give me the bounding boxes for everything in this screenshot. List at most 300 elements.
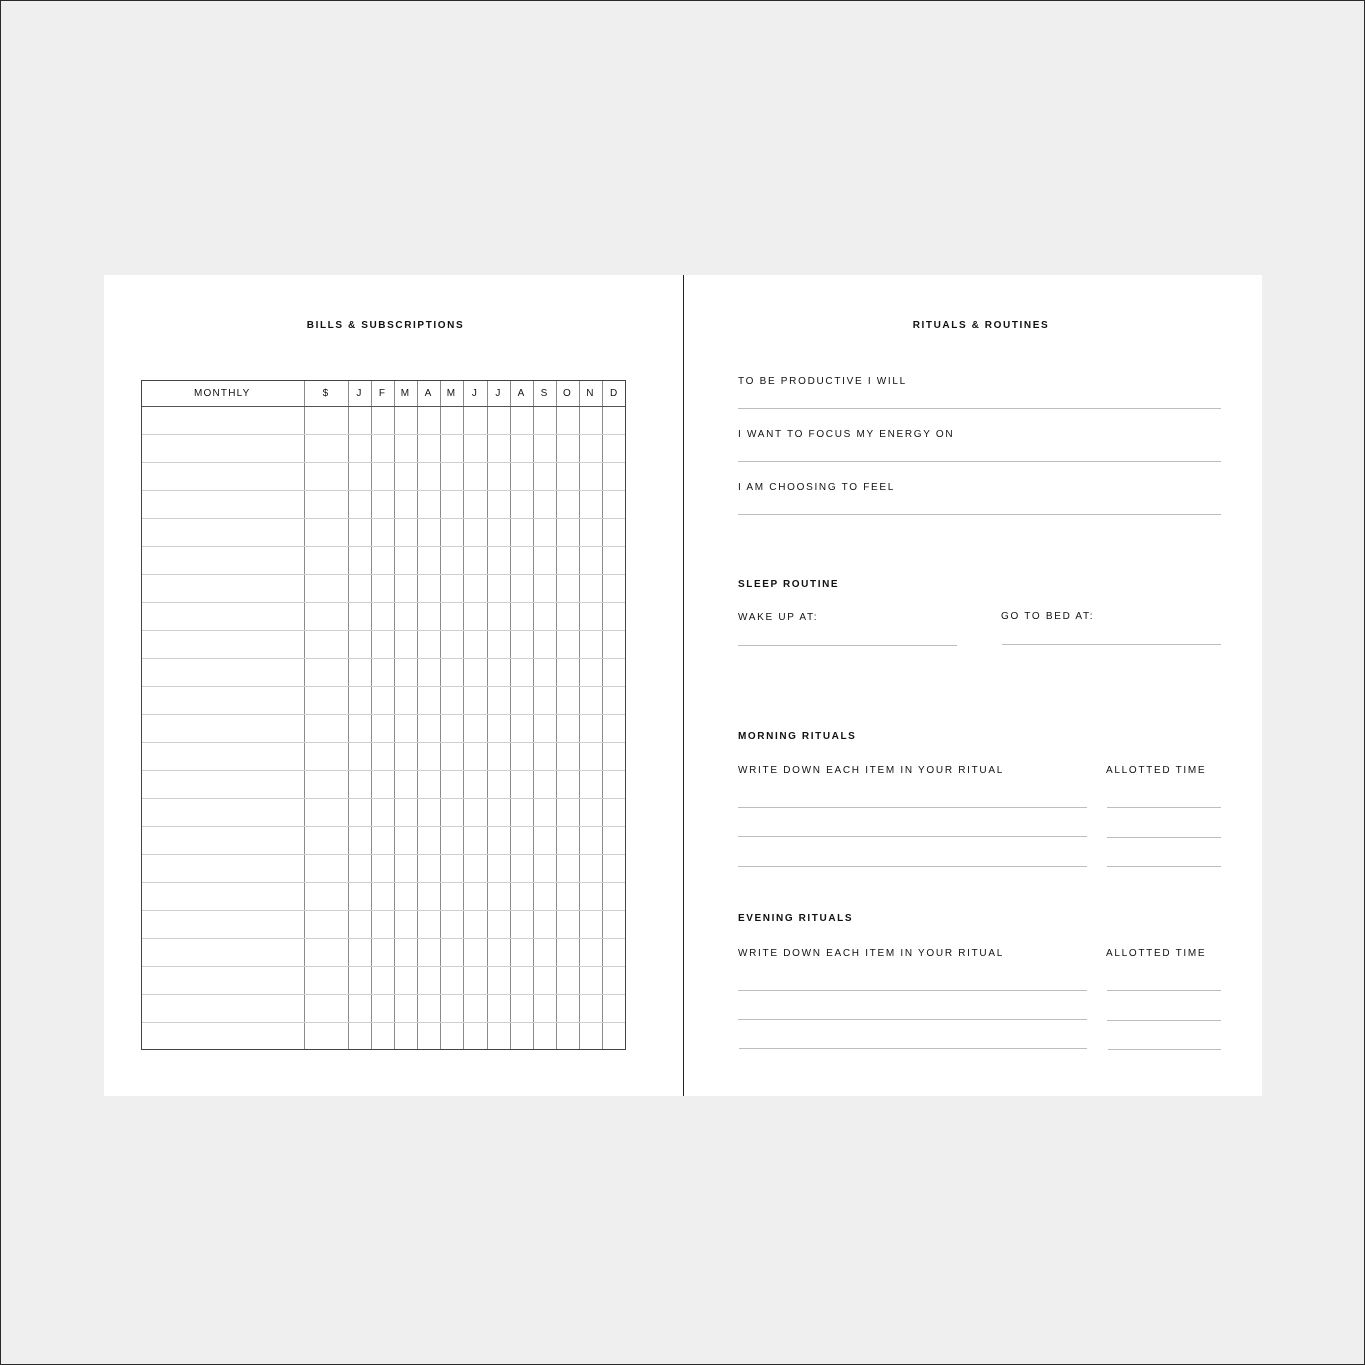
- month-check-cell[interactable]: [487, 547, 510, 575]
- bill-amount-cell[interactable]: [304, 435, 348, 463]
- month-check-cell[interactable]: [394, 939, 417, 967]
- month-check-cell[interactable]: [602, 911, 626, 939]
- month-check-cell[interactable]: [533, 715, 556, 743]
- month-check-cell[interactable]: [417, 603, 440, 631]
- month-check-cell[interactable]: [533, 743, 556, 771]
- bill-name-cell[interactable]: [141, 435, 304, 463]
- month-check-cell[interactable]: [556, 575, 579, 603]
- month-check-cell[interactable]: [463, 715, 487, 743]
- month-check-cell[interactable]: [510, 491, 533, 519]
- month-check-cell[interactable]: [579, 575, 602, 603]
- month-check-cell[interactable]: [510, 687, 533, 715]
- month-check-cell[interactable]: [487, 463, 510, 491]
- month-check-cell[interactable]: [533, 827, 556, 855]
- month-check-cell[interactable]: [371, 771, 394, 799]
- month-check-cell[interactable]: [510, 995, 533, 1023]
- month-check-cell[interactable]: [417, 855, 440, 883]
- month-check-cell[interactable]: [440, 995, 463, 1023]
- month-check-cell[interactable]: [579, 827, 602, 855]
- month-check-cell[interactable]: [556, 855, 579, 883]
- month-check-cell[interactable]: [440, 855, 463, 883]
- month-check-cell[interactable]: [348, 519, 371, 547]
- month-check-cell[interactable]: [417, 967, 440, 995]
- month-check-cell[interactable]: [579, 463, 602, 491]
- month-check-cell[interactable]: [463, 799, 487, 827]
- month-check-cell[interactable]: [556, 799, 579, 827]
- bill-name-cell[interactable]: [141, 659, 304, 687]
- month-check-cell[interactable]: [348, 547, 371, 575]
- month-check-cell[interactable]: [417, 771, 440, 799]
- month-check-cell[interactable]: [463, 911, 487, 939]
- bill-amount-cell[interactable]: [304, 575, 348, 603]
- month-check-cell[interactable]: [463, 827, 487, 855]
- month-check-cell[interactable]: [463, 1023, 487, 1051]
- bill-amount-cell[interactable]: [304, 519, 348, 547]
- month-check-cell[interactable]: [556, 435, 579, 463]
- month-check-cell[interactable]: [533, 883, 556, 911]
- month-check-cell[interactable]: [579, 407, 602, 435]
- month-check-cell[interactable]: [394, 883, 417, 911]
- month-check-cell[interactable]: [348, 435, 371, 463]
- bill-name-cell[interactable]: [141, 995, 304, 1023]
- month-check-cell[interactable]: [510, 1023, 533, 1051]
- month-check-cell[interactable]: [510, 407, 533, 435]
- month-check-cell[interactable]: [440, 827, 463, 855]
- month-check-cell[interactable]: [602, 491, 626, 519]
- month-check-cell[interactable]: [463, 967, 487, 995]
- morning-item-line[interactable]: [738, 866, 1087, 867]
- month-check-cell[interactable]: [602, 1023, 626, 1051]
- bill-name-cell[interactable]: [141, 715, 304, 743]
- month-check-cell[interactable]: [371, 491, 394, 519]
- month-check-cell[interactable]: [348, 715, 371, 743]
- bill-amount-cell[interactable]: [304, 547, 348, 575]
- bill-name-cell[interactable]: [141, 967, 304, 995]
- prompt-focus-line[interactable]: [738, 461, 1221, 462]
- month-check-cell[interactable]: [463, 687, 487, 715]
- month-check-cell[interactable]: [602, 799, 626, 827]
- month-check-cell[interactable]: [487, 799, 510, 827]
- month-check-cell[interactable]: [440, 519, 463, 547]
- bill-name-cell[interactable]: [141, 855, 304, 883]
- bill-name-cell[interactable]: [141, 911, 304, 939]
- month-check-cell[interactable]: [579, 715, 602, 743]
- month-check-cell[interactable]: [602, 939, 626, 967]
- month-check-cell[interactable]: [394, 715, 417, 743]
- month-check-cell[interactable]: [348, 603, 371, 631]
- month-check-cell[interactable]: [579, 687, 602, 715]
- month-check-cell[interactable]: [394, 687, 417, 715]
- month-check-cell[interactable]: [371, 547, 394, 575]
- month-check-cell[interactable]: [348, 911, 371, 939]
- bill-name-cell[interactable]: [141, 939, 304, 967]
- month-check-cell[interactable]: [440, 435, 463, 463]
- month-check-cell[interactable]: [394, 855, 417, 883]
- month-check-cell[interactable]: [602, 435, 626, 463]
- month-check-cell[interactable]: [440, 967, 463, 995]
- month-check-cell[interactable]: [487, 911, 510, 939]
- month-check-cell[interactable]: [440, 911, 463, 939]
- month-check-cell[interactable]: [602, 743, 626, 771]
- morning-time-line[interactable]: [1107, 807, 1221, 808]
- month-check-cell[interactable]: [371, 659, 394, 687]
- month-check-cell[interactable]: [463, 939, 487, 967]
- month-check-cell[interactable]: [371, 799, 394, 827]
- bill-amount-cell[interactable]: [304, 995, 348, 1023]
- month-check-cell[interactable]: [556, 939, 579, 967]
- month-check-cell[interactable]: [487, 995, 510, 1023]
- month-check-cell[interactable]: [579, 799, 602, 827]
- bill-amount-cell[interactable]: [304, 491, 348, 519]
- month-check-cell[interactable]: [371, 715, 394, 743]
- bill-name-cell[interactable]: [141, 575, 304, 603]
- month-check-cell[interactable]: [579, 911, 602, 939]
- month-check-cell[interactable]: [510, 575, 533, 603]
- month-check-cell[interactable]: [371, 967, 394, 995]
- month-check-cell[interactable]: [463, 631, 487, 659]
- month-check-cell[interactable]: [440, 659, 463, 687]
- bill-name-cell[interactable]: [141, 547, 304, 575]
- month-check-cell[interactable]: [348, 995, 371, 1023]
- month-check-cell[interactable]: [371, 911, 394, 939]
- month-check-cell[interactable]: [463, 435, 487, 463]
- month-check-cell[interactable]: [371, 463, 394, 491]
- month-check-cell[interactable]: [556, 687, 579, 715]
- month-check-cell[interactable]: [579, 631, 602, 659]
- month-check-cell[interactable]: [533, 659, 556, 687]
- month-check-cell[interactable]: [348, 575, 371, 603]
- month-check-cell[interactable]: [417, 659, 440, 687]
- month-check-cell[interactable]: [463, 575, 487, 603]
- month-check-cell[interactable]: [371, 939, 394, 967]
- month-check-cell[interactable]: [602, 407, 626, 435]
- month-check-cell[interactable]: [579, 995, 602, 1023]
- month-check-cell[interactable]: [533, 967, 556, 995]
- evening-item-line[interactable]: [739, 1048, 1087, 1049]
- month-check-cell[interactable]: [510, 659, 533, 687]
- month-check-cell[interactable]: [533, 435, 556, 463]
- month-check-cell[interactable]: [487, 827, 510, 855]
- month-check-cell[interactable]: [440, 715, 463, 743]
- month-check-cell[interactable]: [602, 519, 626, 547]
- month-check-cell[interactable]: [533, 603, 556, 631]
- month-check-cell[interactable]: [602, 715, 626, 743]
- month-check-cell[interactable]: [394, 519, 417, 547]
- month-check-cell[interactable]: [510, 939, 533, 967]
- month-check-cell[interactable]: [417, 995, 440, 1023]
- month-check-cell[interactable]: [487, 687, 510, 715]
- month-check-cell[interactable]: [579, 547, 602, 575]
- month-check-cell[interactable]: [394, 659, 417, 687]
- month-check-cell[interactable]: [348, 883, 371, 911]
- bill-name-cell[interactable]: [141, 1023, 304, 1051]
- month-check-cell[interactable]: [371, 743, 394, 771]
- month-check-cell[interactable]: [579, 771, 602, 799]
- month-check-cell[interactable]: [510, 883, 533, 911]
- bill-amount-cell[interactable]: [304, 827, 348, 855]
- month-check-cell[interactable]: [440, 631, 463, 659]
- month-check-cell[interactable]: [487, 435, 510, 463]
- month-check-cell[interactable]: [417, 939, 440, 967]
- month-check-cell[interactable]: [602, 659, 626, 687]
- month-check-cell[interactable]: [556, 519, 579, 547]
- month-check-cell[interactable]: [463, 883, 487, 911]
- evening-item-line[interactable]: [738, 1019, 1087, 1020]
- month-check-cell[interactable]: [533, 855, 556, 883]
- month-check-cell[interactable]: [348, 631, 371, 659]
- month-check-cell[interactable]: [417, 463, 440, 491]
- month-check-cell[interactable]: [463, 547, 487, 575]
- month-check-cell[interactable]: [394, 827, 417, 855]
- month-check-cell[interactable]: [417, 435, 440, 463]
- month-check-cell[interactable]: [394, 631, 417, 659]
- month-check-cell[interactable]: [510, 799, 533, 827]
- month-check-cell[interactable]: [463, 491, 487, 519]
- month-check-cell[interactable]: [463, 463, 487, 491]
- month-check-cell[interactable]: [579, 1023, 602, 1051]
- prompt-productive-line[interactable]: [738, 408, 1221, 409]
- month-check-cell[interactable]: [463, 659, 487, 687]
- month-check-cell[interactable]: [440, 491, 463, 519]
- bill-name-cell[interactable]: [141, 799, 304, 827]
- month-check-cell[interactable]: [579, 519, 602, 547]
- bill-amount-cell[interactable]: [304, 687, 348, 715]
- month-check-cell[interactable]: [394, 1023, 417, 1051]
- month-check-cell[interactable]: [556, 771, 579, 799]
- month-check-cell[interactable]: [487, 1023, 510, 1051]
- month-check-cell[interactable]: [371, 883, 394, 911]
- month-check-cell[interactable]: [579, 435, 602, 463]
- month-check-cell[interactable]: [440, 547, 463, 575]
- month-check-cell[interactable]: [510, 827, 533, 855]
- bill-amount-cell[interactable]: [304, 715, 348, 743]
- month-check-cell[interactable]: [394, 575, 417, 603]
- month-check-cell[interactable]: [556, 743, 579, 771]
- month-check-cell[interactable]: [463, 407, 487, 435]
- evening-time-line[interactable]: [1108, 1049, 1221, 1050]
- month-check-cell[interactable]: [463, 855, 487, 883]
- bill-amount-cell[interactable]: [304, 939, 348, 967]
- bill-name-cell[interactable]: [141, 743, 304, 771]
- month-check-cell[interactable]: [602, 995, 626, 1023]
- month-check-cell[interactable]: [417, 575, 440, 603]
- bill-name-cell[interactable]: [141, 407, 304, 435]
- month-check-cell[interactable]: [440, 1023, 463, 1051]
- month-check-cell[interactable]: [602, 575, 626, 603]
- bill-amount-cell[interactable]: [304, 911, 348, 939]
- month-check-cell[interactable]: [348, 939, 371, 967]
- month-check-cell[interactable]: [487, 603, 510, 631]
- month-check-cell[interactable]: [394, 995, 417, 1023]
- month-check-cell[interactable]: [371, 407, 394, 435]
- evening-time-line[interactable]: [1107, 990, 1221, 991]
- month-check-cell[interactable]: [487, 659, 510, 687]
- month-check-cell[interactable]: [487, 855, 510, 883]
- bill-name-cell[interactable]: [141, 519, 304, 547]
- month-check-cell[interactable]: [533, 687, 556, 715]
- month-check-cell[interactable]: [417, 547, 440, 575]
- month-check-cell[interactable]: [394, 463, 417, 491]
- month-check-cell[interactable]: [533, 995, 556, 1023]
- month-check-cell[interactable]: [440, 575, 463, 603]
- morning-time-line[interactable]: [1107, 866, 1221, 867]
- month-check-cell[interactable]: [533, 547, 556, 575]
- bill-amount-cell[interactable]: [304, 771, 348, 799]
- month-check-cell[interactable]: [487, 575, 510, 603]
- month-check-cell[interactable]: [602, 883, 626, 911]
- month-check-cell[interactable]: [533, 911, 556, 939]
- bill-name-cell[interactable]: [141, 491, 304, 519]
- month-check-cell[interactable]: [394, 547, 417, 575]
- month-check-cell[interactable]: [602, 463, 626, 491]
- bill-name-cell[interactable]: [141, 883, 304, 911]
- bill-amount-cell[interactable]: [304, 603, 348, 631]
- month-check-cell[interactable]: [394, 771, 417, 799]
- bill-amount-cell[interactable]: [304, 743, 348, 771]
- bill-name-cell[interactable]: [141, 631, 304, 659]
- morning-time-line[interactable]: [1107, 837, 1221, 838]
- month-check-cell[interactable]: [440, 771, 463, 799]
- bill-amount-cell[interactable]: [304, 1023, 348, 1051]
- month-check-cell[interactable]: [371, 603, 394, 631]
- month-check-cell[interactable]: [579, 603, 602, 631]
- month-check-cell[interactable]: [417, 631, 440, 659]
- month-check-cell[interactable]: [348, 491, 371, 519]
- month-check-cell[interactable]: [602, 771, 626, 799]
- evening-time-line[interactable]: [1107, 1020, 1221, 1021]
- month-check-cell[interactable]: [394, 491, 417, 519]
- bill-amount-cell[interactable]: [304, 659, 348, 687]
- month-check-cell[interactable]: [510, 547, 533, 575]
- month-check-cell[interactable]: [556, 967, 579, 995]
- month-check-cell[interactable]: [440, 743, 463, 771]
- month-check-cell[interactable]: [348, 463, 371, 491]
- bill-name-cell[interactable]: [141, 463, 304, 491]
- month-check-cell[interactable]: [487, 967, 510, 995]
- bill-amount-cell[interactable]: [304, 799, 348, 827]
- month-check-cell[interactable]: [579, 883, 602, 911]
- month-check-cell[interactable]: [371, 995, 394, 1023]
- morning-item-line[interactable]: [738, 807, 1087, 808]
- month-check-cell[interactable]: [417, 799, 440, 827]
- month-check-cell[interactable]: [371, 519, 394, 547]
- month-check-cell[interactable]: [463, 771, 487, 799]
- month-check-cell[interactable]: [579, 967, 602, 995]
- month-check-cell[interactable]: [533, 407, 556, 435]
- month-check-cell[interactable]: [348, 771, 371, 799]
- month-check-cell[interactable]: [487, 771, 510, 799]
- month-check-cell[interactable]: [394, 435, 417, 463]
- month-check-cell[interactable]: [440, 687, 463, 715]
- month-check-cell[interactable]: [348, 827, 371, 855]
- bill-name-cell[interactable]: [141, 827, 304, 855]
- month-check-cell[interactable]: [533, 631, 556, 659]
- month-check-cell[interactable]: [556, 659, 579, 687]
- month-check-cell[interactable]: [602, 547, 626, 575]
- month-check-cell[interactable]: [579, 743, 602, 771]
- month-check-cell[interactable]: [487, 407, 510, 435]
- bill-amount-cell[interactable]: [304, 463, 348, 491]
- month-check-cell[interactable]: [487, 939, 510, 967]
- month-check-cell[interactable]: [556, 911, 579, 939]
- month-check-cell[interactable]: [556, 883, 579, 911]
- month-check-cell[interactable]: [510, 603, 533, 631]
- bill-name-cell[interactable]: [141, 687, 304, 715]
- month-check-cell[interactable]: [440, 883, 463, 911]
- month-check-cell[interactable]: [533, 519, 556, 547]
- month-check-cell[interactable]: [510, 855, 533, 883]
- month-check-cell[interactable]: [487, 883, 510, 911]
- bill-amount-cell[interactable]: [304, 883, 348, 911]
- month-check-cell[interactable]: [371, 575, 394, 603]
- month-check-cell[interactable]: [463, 995, 487, 1023]
- month-check-cell[interactable]: [417, 1023, 440, 1051]
- month-check-cell[interactable]: [556, 603, 579, 631]
- month-check-cell[interactable]: [510, 463, 533, 491]
- month-check-cell[interactable]: [510, 771, 533, 799]
- month-check-cell[interactable]: [556, 407, 579, 435]
- month-check-cell[interactable]: [533, 799, 556, 827]
- bill-amount-cell[interactable]: [304, 855, 348, 883]
- month-check-cell[interactable]: [556, 463, 579, 491]
- month-check-cell[interactable]: [371, 687, 394, 715]
- month-check-cell[interactable]: [556, 827, 579, 855]
- month-check-cell[interactable]: [348, 659, 371, 687]
- month-check-cell[interactable]: [417, 911, 440, 939]
- month-check-cell[interactable]: [556, 715, 579, 743]
- month-check-cell[interactable]: [602, 827, 626, 855]
- wake-up-line[interactable]: [738, 645, 957, 646]
- month-check-cell[interactable]: [463, 603, 487, 631]
- month-check-cell[interactable]: [579, 939, 602, 967]
- month-check-cell[interactable]: [487, 631, 510, 659]
- month-check-cell[interactable]: [533, 575, 556, 603]
- month-check-cell[interactable]: [371, 1023, 394, 1051]
- month-check-cell[interactable]: [394, 407, 417, 435]
- month-check-cell[interactable]: [348, 1023, 371, 1051]
- month-check-cell[interactable]: [510, 519, 533, 547]
- month-check-cell[interactable]: [533, 939, 556, 967]
- month-check-cell[interactable]: [371, 855, 394, 883]
- month-check-cell[interactable]: [556, 631, 579, 659]
- month-check-cell[interactable]: [440, 603, 463, 631]
- month-check-cell[interactable]: [510, 743, 533, 771]
- month-check-cell[interactable]: [533, 463, 556, 491]
- month-check-cell[interactable]: [348, 799, 371, 827]
- month-check-cell[interactable]: [417, 827, 440, 855]
- month-check-cell[interactable]: [394, 743, 417, 771]
- month-check-cell[interactable]: [510, 967, 533, 995]
- month-check-cell[interactable]: [394, 603, 417, 631]
- month-check-cell[interactable]: [417, 743, 440, 771]
- month-check-cell[interactable]: [487, 743, 510, 771]
- month-check-cell[interactable]: [371, 631, 394, 659]
- bill-amount-cell[interactable]: [304, 631, 348, 659]
- month-check-cell[interactable]: [417, 883, 440, 911]
- month-check-cell[interactable]: [394, 911, 417, 939]
- month-check-cell[interactable]: [440, 799, 463, 827]
- bill-amount-cell[interactable]: [304, 407, 348, 435]
- month-check-cell[interactable]: [348, 855, 371, 883]
- month-check-cell[interactable]: [348, 407, 371, 435]
- month-check-cell[interactable]: [440, 463, 463, 491]
- month-check-cell[interactable]: [487, 491, 510, 519]
- month-check-cell[interactable]: [533, 491, 556, 519]
- month-check-cell[interactable]: [602, 967, 626, 995]
- month-check-cell[interactable]: [348, 967, 371, 995]
- month-check-cell[interactable]: [440, 407, 463, 435]
- bill-amount-cell[interactable]: [304, 967, 348, 995]
